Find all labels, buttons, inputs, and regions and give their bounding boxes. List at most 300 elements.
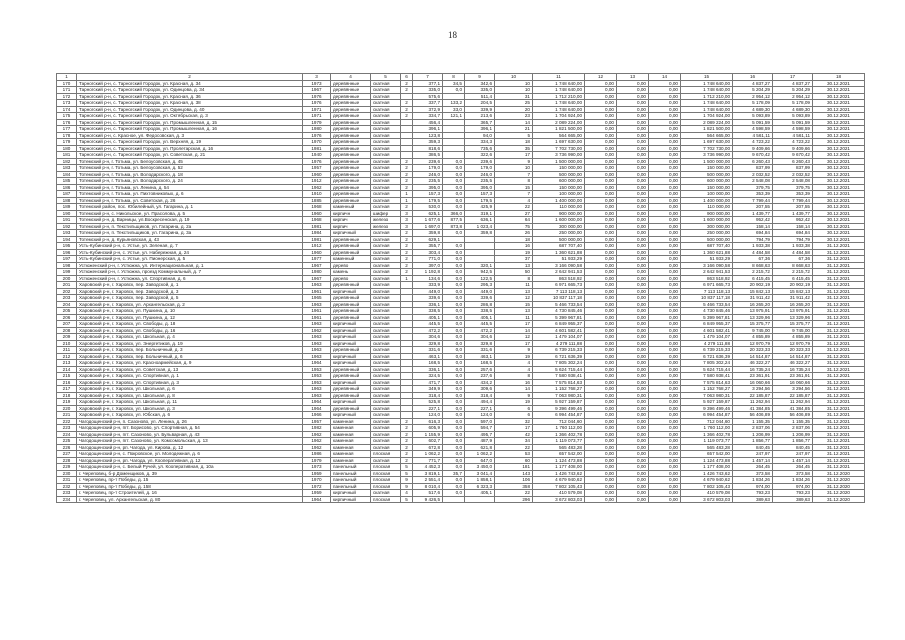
- table-cell: 17: [495, 425, 533, 432]
- table-cell: 56 406,89: [773, 412, 813, 419]
- header-cell: 13: [617, 74, 649, 81]
- table-cell: скатная: [371, 126, 401, 133]
- table-cell: 304,6: [465, 334, 495, 341]
- table-cell: 187: [57, 191, 77, 198]
- table-cell: 425,9: [465, 204, 495, 211]
- table-cell: деревянный: [331, 308, 371, 315]
- table-cell: 7 063 980,31: [681, 392, 733, 399]
- table-cell: 0,00: [585, 210, 617, 217]
- table-cell: 1976: [303, 158, 331, 165]
- table-cell: 7 575 814,63: [681, 379, 733, 386]
- table-cell: 0,00: [617, 100, 649, 107]
- table-cell: 1962: [303, 184, 331, 191]
- table-cell: 219: [57, 399, 77, 406]
- table-cell: скатная: [371, 113, 401, 120]
- table-cell: 158,14: [733, 223, 773, 230]
- table-cell: 0,00: [617, 158, 649, 165]
- table-cell: 300 000,00: [533, 223, 585, 230]
- table-cell: скатная: [371, 418, 401, 425]
- table-cell: 0,00: [649, 184, 681, 191]
- table-cell: 621,8: [465, 444, 495, 451]
- table-cell: 23 361,91: [773, 373, 813, 380]
- table-cell: скатная: [371, 230, 401, 237]
- table-cell: 0,0: [443, 425, 465, 432]
- header-cell: 14: [649, 74, 681, 81]
- table-cell: 1964: [303, 360, 331, 367]
- table-cell: 264,45: [733, 464, 773, 471]
- table-cell: г. Череповец, пр-т Строителей, д. 16: [77, 490, 303, 497]
- table-cell: плоская: [371, 464, 401, 471]
- table-cell: скатная: [371, 314, 401, 321]
- table-cell: 389,63: [773, 496, 813, 503]
- table-cell: 1953: [303, 366, 331, 373]
- table-cell: 0,00: [585, 139, 617, 146]
- table-cell: 0,00: [649, 451, 681, 458]
- table-cell: 900 000,00: [533, 210, 585, 217]
- table-cell: 10: [495, 80, 533, 87]
- table-cell: 1962: [303, 438, 331, 445]
- table-cell: 396,1: [413, 126, 443, 133]
- table-cell: скатная: [371, 308, 401, 315]
- table-cell: 0,0: [443, 399, 465, 406]
- table-cell: скатная: [371, 425, 401, 432]
- table-cell: 2: [401, 256, 413, 263]
- table-cell: 18: [495, 139, 533, 146]
- table-cell: 12 970,79: [773, 340, 813, 347]
- table-cell: кирпичный: [331, 412, 371, 419]
- table-cell: деревянные: [331, 178, 371, 185]
- table-cell: 0,00: [617, 412, 649, 419]
- table-cell: 17: [495, 152, 533, 159]
- table-cell: 500 000,00: [533, 236, 585, 243]
- table-cell: плоская: [371, 477, 401, 484]
- table-cell: 0,00: [649, 483, 681, 490]
- table-cell: деревянные: [331, 171, 371, 178]
- table-cell: 337,7: [413, 100, 443, 107]
- table-cell: 1959: [303, 470, 331, 477]
- table-cell: 793,23: [773, 490, 813, 497]
- table-cell: 30.12.2021: [813, 100, 865, 107]
- table-cell: 735,6: [465, 145, 495, 152]
- table-cell: 0,00: [585, 230, 617, 237]
- table-cell: 150 000,00: [533, 184, 585, 191]
- table-cell: 1 360 621,88: [533, 249, 585, 256]
- table-cell: 0,00: [585, 93, 617, 100]
- table-cell: 14 514,87: [773, 353, 813, 360]
- table-cell: скатная: [371, 243, 401, 250]
- table-cell: 511,4: [465, 93, 495, 100]
- table-cell: 230: [57, 470, 77, 477]
- table-cell: 0,00: [585, 243, 617, 250]
- table-cell: деревянные: [331, 106, 371, 113]
- table-cell: 840,45: [773, 444, 813, 451]
- table-cell: 12 970,79: [733, 340, 773, 347]
- table-cell: 31.12.2021: [813, 425, 865, 432]
- table-cell: 34: [495, 438, 533, 445]
- table-cell: 335,0: [413, 87, 443, 94]
- table-cell: 6 739 215,33: [533, 347, 585, 354]
- table-cell: 0,00: [617, 438, 649, 445]
- table-cell: 0,00: [649, 197, 681, 204]
- table-cell: 203: [57, 295, 77, 302]
- table-cell: 133,2: [443, 100, 465, 107]
- table-cell: 12: [495, 295, 533, 302]
- table-cell: 0,00: [585, 386, 617, 393]
- table-cell: 6: [495, 405, 533, 412]
- table-cell: 1 124 473,88: [681, 457, 733, 464]
- table-cell: 0,00: [585, 457, 617, 464]
- table-cell: 1953: [303, 379, 331, 386]
- table-cell: скатная: [371, 340, 401, 347]
- table-cell: 320,1: [465, 262, 495, 269]
- table-cell: деревянные: [331, 145, 371, 152]
- table-cell: 247,97: [773, 451, 813, 458]
- table-cell: 0,0: [443, 334, 465, 341]
- table-cell: 235,5: [465, 178, 495, 185]
- table-cell: 33,0: [443, 106, 465, 113]
- table-cell: 31.12.2021: [813, 366, 865, 373]
- table-cell: 20 323,33: [773, 347, 813, 354]
- table-cell: 0,00: [649, 366, 681, 373]
- table-cell: 4 452,3: [413, 464, 443, 471]
- table-cell: 1 712 210,00: [533, 93, 585, 100]
- table-cell: 0,00: [585, 353, 617, 360]
- table-cell: 31.12.2021: [813, 295, 865, 302]
- table-cell: 0,00: [649, 295, 681, 302]
- table-cell: 157,3: [465, 191, 495, 198]
- table-cell: 2 089 224,00: [533, 119, 585, 126]
- table-cell: 1962: [303, 431, 331, 438]
- table-cell: 0,0: [443, 477, 465, 484]
- table-cell: 0,0: [443, 178, 465, 185]
- table-cell: 0,00: [585, 477, 617, 484]
- table-cell: 31.12.2021: [813, 438, 865, 445]
- table-cell: 386,5: [413, 152, 443, 159]
- table-cell: 19: [495, 353, 533, 360]
- table-cell: 1981: [303, 223, 331, 230]
- table-cell: 1 360 621,88: [681, 249, 733, 256]
- table-cell: 410 579,08: [533, 490, 585, 497]
- table-cell: каменный: [331, 204, 371, 211]
- table-cell: 0,00: [617, 87, 649, 94]
- table-cell: 30.12.2021: [813, 93, 865, 100]
- table-cell: Устюженский р-н, г. Устюжна, ул. Спортивная, д. 6: [77, 275, 303, 282]
- table-cell: Тарногский р-н, с. Тарногский Городок, ул. Октябрьская, д. 3: [77, 113, 303, 120]
- table-cell: 200: [57, 275, 77, 282]
- table-cell: скатная: [371, 386, 401, 393]
- table-cell: 176: [57, 119, 77, 126]
- table-cell: Харовский р-н, г. Харовск, ул. Школьная, д. 11: [77, 399, 303, 406]
- table-cell: 19: [495, 249, 533, 256]
- table-cell: 0,0: [443, 288, 465, 295]
- header-cell: 15: [681, 74, 733, 81]
- table-cell: кирпичный: [331, 399, 371, 406]
- table-cell: 0,00: [649, 126, 681, 133]
- table-cell: 0,00: [649, 269, 681, 276]
- table-cell: Харовский р-н, г. Харовск, ул. Спортивная, д. 3: [77, 379, 303, 386]
- table-cell: 0,00: [649, 139, 681, 146]
- table-cell: 31.12.2020: [813, 496, 865, 503]
- table-cell: 1973: [303, 464, 331, 471]
- table-cell: 30.12.2021: [813, 106, 865, 113]
- table-cell: 2 089 224,00: [681, 119, 733, 126]
- table-cell: 42: [495, 431, 533, 438]
- table-cell: Тотемский р-н, п. Текстильщиков, ул. Гагарина, д. 3а: [77, 230, 303, 237]
- table-cell: 0,00: [617, 379, 649, 386]
- table-cell: деревянные: [331, 100, 371, 107]
- table-cell: 295,3: [465, 282, 495, 289]
- table-cell: 31.12.2021: [813, 314, 865, 321]
- table-cell: 304,6: [413, 334, 443, 341]
- table-cell: 339,6: [465, 295, 495, 302]
- table-cell: 0,00: [649, 262, 681, 269]
- table-cell: 2: [401, 230, 413, 237]
- table-cell: 0,00: [585, 223, 617, 230]
- table-cell: 1 119 073,77: [681, 438, 733, 445]
- table-cell: 174: [57, 106, 77, 113]
- table-cell: 2: [401, 431, 413, 438]
- table-cell: 0,00: [649, 321, 681, 328]
- table-cell: 31.12.2021: [813, 379, 865, 386]
- table-cell: 18: [495, 236, 533, 243]
- table-cell: 16 060,66: [773, 379, 813, 386]
- table-cell: 4 855,89: [773, 334, 813, 341]
- table-cell: 7 799,44: [773, 197, 813, 204]
- table-cell: 974,00: [773, 483, 813, 490]
- table-cell: 229: [57, 464, 77, 471]
- table-cell: 500 000,00: [533, 171, 585, 178]
- table-cell: 1 439,77: [733, 210, 773, 217]
- register-body: [57, 74, 865, 503]
- table-cell: 4: [495, 360, 533, 367]
- table-cell: 2: [401, 204, 413, 211]
- table-cell: 517,6: [413, 490, 443, 497]
- table-cell: 2 215,72: [773, 269, 813, 276]
- table-cell: 0,00: [617, 236, 649, 243]
- table-cell: 2: [401, 249, 413, 256]
- table-cell: скатная: [371, 373, 401, 380]
- table-cell: 2: [401, 184, 413, 191]
- table-cell: 840,45: [733, 444, 773, 451]
- table-cell: 405,1: [465, 314, 495, 321]
- table-cell: 0,00: [617, 373, 649, 380]
- table-cell: Харовский р-н, г. Харовск, ул. Красноармейская, д. 9: [77, 360, 303, 367]
- table-cell: 456,4: [413, 119, 443, 126]
- table-cell: 224: [57, 431, 77, 438]
- table-cell: 20 323,33: [733, 347, 773, 354]
- table-cell: 0,00: [585, 269, 617, 276]
- table-cell: 463,1: [413, 353, 443, 360]
- table-cell: 1 858,1: [465, 477, 495, 484]
- table-cell: 463,1: [465, 353, 495, 360]
- table-cell: Харовский р-н, г. Харовск, ул. Пушкина, д. 12: [77, 314, 303, 321]
- table-cell: 106: [495, 477, 533, 484]
- table-cell: 0,00: [649, 165, 681, 172]
- table-cell: 2 642 941,53: [533, 269, 585, 276]
- table-cell: 100 000,00: [533, 191, 585, 198]
- table-cell: Харовский р-н, г. Харовск, пер. Заводской, д. 1: [77, 282, 303, 289]
- table-cell: скатная: [371, 93, 401, 100]
- header-cell: 4: [331, 74, 371, 81]
- table-cell: 30.12.2021: [813, 126, 865, 133]
- table-cell: 182: [57, 158, 77, 165]
- table-cell: 0,00: [649, 119, 681, 126]
- table-cell: 0,00: [649, 243, 681, 250]
- table-cell: деревянные: [331, 87, 371, 94]
- table-cell: скатная: [371, 457, 401, 464]
- table-cell: скатная: [371, 444, 401, 451]
- table-cell: 636,1: [465, 217, 495, 224]
- table-cell: кирпичный: [331, 334, 371, 341]
- table-cell: 331,6: [465, 347, 495, 354]
- table-cell: 232: [57, 483, 77, 490]
- table-cell: 472,2: [413, 327, 443, 334]
- table-cell: 1 704 924,00: [533, 113, 585, 120]
- table-cell: Устюженский р-н, г. Устюжна, проезд Коммунальный, д. 7: [77, 269, 303, 276]
- table-cell: 198: [57, 262, 77, 269]
- table-cell: Тарногский р-н, с. Тарногский Городок, ул. Красная, д. 38: [77, 100, 303, 107]
- table-cell: 197: [57, 256, 77, 263]
- table-cell: 31: [495, 93, 533, 100]
- table-cell: скатная: [371, 119, 401, 126]
- table-cell: 0,00: [649, 399, 681, 406]
- table-cell: 31.12.2021: [813, 249, 865, 256]
- table-cell: 629,1: [413, 236, 443, 243]
- table-cell: Харовский р-н, г. Харовск, ул. Школьная, д. 4: [77, 334, 303, 341]
- table-cell: 616,3: [413, 418, 443, 425]
- table-cell: 1976: [303, 100, 331, 107]
- table-cell: 1960: [303, 171, 331, 178]
- table-cell: деревянные: [331, 132, 371, 139]
- table-cell: 0,00: [585, 275, 617, 282]
- table-cell: 2 032,52: [773, 171, 813, 178]
- table-cell: 31.12.2021: [813, 275, 865, 282]
- table-cell: скатная: [371, 152, 401, 159]
- table-cell: каменная: [331, 418, 371, 425]
- table-cell: 16 735,24: [773, 366, 813, 373]
- table-cell: 9 426,5: [413, 496, 443, 503]
- table-cell: 0,00: [649, 210, 681, 217]
- table-cell: 13 975,91: [733, 308, 773, 315]
- table-cell: 31.12.2021: [813, 412, 865, 419]
- table-cell: 837,99: [733, 165, 773, 172]
- table-cell: 2 548,08: [773, 178, 813, 185]
- table-cell: 818,6: [413, 145, 443, 152]
- table-cell: 8 668,63: [733, 262, 773, 269]
- table-cell: 246,0: [465, 171, 495, 178]
- table-cell: 1 856,77: [773, 438, 813, 445]
- table-cell: 0,00: [649, 282, 681, 289]
- table-cell: [443, 496, 465, 503]
- table-cell: 2: [401, 106, 413, 113]
- table-cell: 366,0: [443, 210, 465, 217]
- table-cell: 31 911,42: [733, 295, 773, 302]
- table-cell: 94,0: [465, 132, 495, 139]
- table-cell: 0,00: [649, 386, 681, 393]
- table-cell: 246,0: [413, 171, 443, 178]
- table-cell: скатная: [371, 178, 401, 185]
- table-cell: 184: [57, 171, 77, 178]
- table-cell: скатная: [371, 353, 401, 360]
- table-cell: 0,00: [649, 275, 681, 282]
- table-cell: 0,00: [617, 425, 649, 432]
- table-cell: 179: [57, 139, 77, 146]
- table-cell: 793,23: [733, 490, 773, 497]
- table-cell: кирпичный: [331, 379, 371, 386]
- table-cell: 2: [401, 438, 413, 445]
- table-cell: скатная: [371, 360, 401, 367]
- table-cell: Усть-Кубинский р-н, с. Устье, ул. Набережная, д. 24: [77, 249, 303, 256]
- table-cell: 4 689,30: [773, 106, 813, 113]
- table-cell: 217: [57, 386, 77, 393]
- table-cell: деревянные: [331, 113, 371, 120]
- table-cell: 6: [495, 412, 533, 419]
- header-cell: 11: [533, 74, 585, 81]
- header-cell: 9: [465, 74, 495, 81]
- table-cell: 1 933,38: [773, 243, 813, 250]
- table-cell: скатная: [371, 256, 401, 263]
- table-cell: 0,00: [585, 438, 617, 445]
- table-cell: 0,00: [649, 327, 681, 334]
- table-cell: Харовский р-н, г. Харовск, ул. Свободы, д. 18: [77, 321, 303, 328]
- table-cell: 0,00: [649, 132, 681, 139]
- table-cell: 1986: [303, 451, 331, 458]
- table-cell: скатная: [371, 80, 401, 87]
- table-cell: 31.12.2021: [813, 405, 865, 412]
- table-cell: 405,1: [413, 314, 443, 321]
- table-cell: 1 821 500,00: [681, 126, 733, 133]
- table-cell: деревянный: [331, 282, 371, 289]
- table-cell: деревянные: [331, 139, 371, 146]
- table-cell: 0,00: [649, 288, 681, 295]
- table-cell: скатная: [371, 262, 401, 269]
- table-cell: 22 185,87: [733, 392, 773, 399]
- table-cell: 31.12.2021: [813, 288, 865, 295]
- table-cell: 1976: [303, 93, 331, 100]
- table-cell: 1 834,26: [733, 477, 773, 484]
- table-cell: 179,5: [465, 197, 495, 204]
- table-cell: 0,00: [617, 470, 649, 477]
- table-cell: Чагодощенский р-н, пгт. Борисово, ул. Спортивная, д. 54: [77, 425, 303, 432]
- header-cell: 7: [413, 74, 443, 81]
- table-cell: 30.12.2021: [813, 236, 865, 243]
- table-cell: 0,00: [617, 217, 649, 224]
- table-cell: 188: [57, 197, 77, 204]
- table-cell: 4: [495, 197, 533, 204]
- table-cell: 329,8: [465, 340, 495, 347]
- table-cell: скатная: [371, 405, 401, 412]
- table-cell: 1 023,4: [465, 223, 495, 230]
- table-cell: 0,00: [617, 243, 649, 250]
- table-cell: 1 206,99: [733, 431, 773, 438]
- table-cell: 15 842,13: [773, 288, 813, 295]
- table-cell: Харовский р-н, г. Харовск, пер. Больничный, д. 6: [77, 353, 303, 360]
- table-cell: 0,0: [443, 373, 465, 380]
- table-cell: 0,0: [443, 392, 465, 399]
- table-cell: Тотемский р-н, г. Тотьма, ул. Володарского, д. 18: [77, 171, 303, 178]
- table-cell: 19: [495, 399, 533, 406]
- table-cell: 1 152 768,27: [681, 386, 733, 393]
- table-cell: 1 366 402,78: [681, 431, 733, 438]
- table-cell: 75: [495, 223, 533, 230]
- table-cell: 20: [495, 106, 533, 113]
- table-cell: 625,1: [413, 210, 443, 217]
- table-cell: 5 624 715,44: [533, 366, 585, 373]
- table-cell: 0,00: [649, 347, 681, 354]
- table-cell: 6 849 955,37: [681, 321, 733, 328]
- table-cell: 0,00: [585, 418, 617, 425]
- table-cell: 372,9: [413, 106, 443, 113]
